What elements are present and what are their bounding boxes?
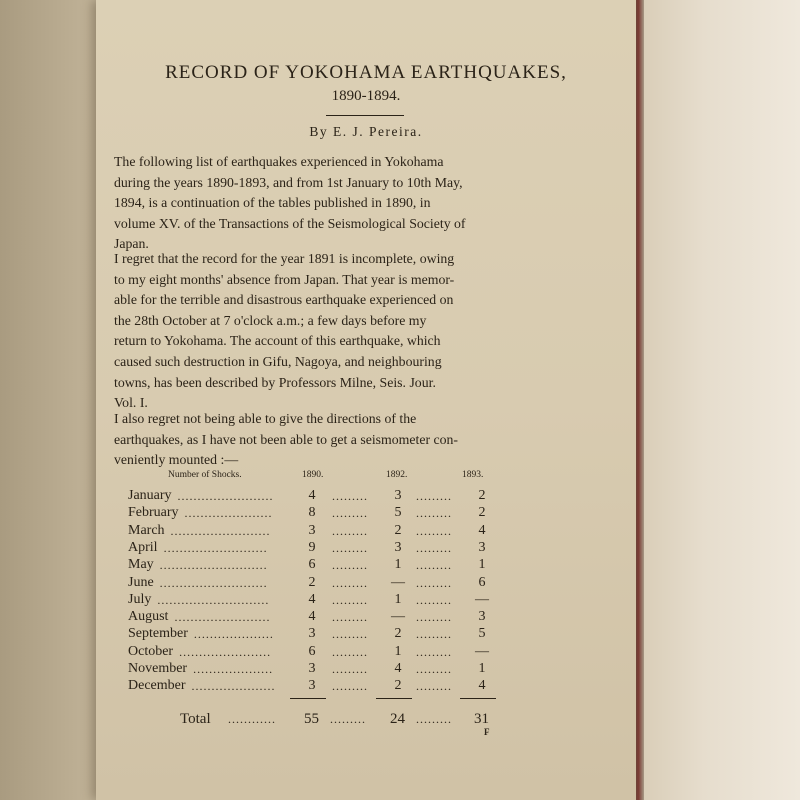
value-1893: 4	[478, 522, 486, 538]
leader-dots: .........	[332, 558, 368, 573]
leader-dots: .........................	[170, 523, 271, 538]
signature-mark: F	[484, 727, 490, 737]
value-1893: 2	[478, 488, 486, 503]
value-1893: 1	[478, 557, 486, 573]
page-title: RECORD OF YOKOHAMA EARTHQUAKES,	[165, 62, 567, 83]
month-label: February	[128, 505, 179, 521]
month-label: March	[128, 522, 165, 538]
total-label: Total	[180, 711, 211, 727]
table-total-row	[180, 709, 600, 729]
background-right	[640, 0, 800, 800]
leader-dots: ....................	[193, 662, 274, 676]
value-1890: 6	[308, 557, 316, 573]
leader-dots: .........	[332, 523, 368, 538]
text-line: Japan.	[114, 236, 149, 252]
table-header-label: Number of Shocks.	[168, 470, 242, 480]
leader-dots: ............	[228, 712, 276, 726]
text-line: the 28th October at 7 o'clock a.m.; a few days before my	[114, 312, 427, 328]
leader-dots: .........	[416, 489, 452, 503]
leader-dots: .........	[332, 662, 368, 676]
value-1893: —	[475, 591, 489, 607]
total-value: 24	[390, 711, 405, 727]
text-line: veniently mounted :—	[114, 452, 239, 468]
table-row	[128, 625, 598, 643]
leader-dots: .........	[332, 540, 368, 555]
total-rule	[376, 698, 412, 699]
value-1890: 4	[308, 488, 316, 503]
leader-dots: .........	[332, 679, 368, 694]
text-line: return to Yokohama. The account of this earthquake, which	[114, 333, 441, 349]
month-label: November	[128, 661, 188, 676]
page-subtitle-years: 1890-1894.	[331, 88, 401, 104]
leader-dots: .........	[416, 540, 452, 555]
leader-dots: .......................	[179, 644, 272, 659]
leader-dots: ......................	[184, 506, 273, 521]
value-1892: 2	[394, 626, 402, 642]
leader-dots: .........	[416, 712, 452, 726]
value-1892: 3	[394, 539, 402, 555]
table-row	[128, 574, 598, 592]
total-rule	[290, 698, 326, 699]
table-row	[128, 522, 598, 540]
value-1893: —	[475, 643, 489, 659]
table-header-year: 1893.	[462, 470, 484, 480]
leader-dots: .........	[416, 610, 452, 625]
leader-dots: .........	[416, 662, 452, 676]
value-1890: 3	[308, 522, 316, 538]
text-line: during the years 1890-1893, and from 1st January to 10th May,	[114, 174, 463, 190]
leader-dots: .........	[416, 523, 452, 538]
leader-dots: .........	[416, 506, 452, 521]
value-1892: 1	[394, 591, 402, 607]
text-line: able for the terrible and disastrous earthquake experienced on	[114, 292, 454, 308]
table-row	[128, 643, 598, 661]
table-row	[128, 556, 598, 574]
paragraph-regret-1891	[114, 249, 549, 414]
value-1893: 2	[478, 505, 486, 521]
month-label: August	[128, 609, 169, 625]
title-rule	[326, 115, 404, 116]
leader-dots: .........	[416, 644, 452, 659]
paragraph-directions	[114, 409, 549, 471]
table-row	[128, 591, 598, 609]
leader-dots: .....................	[191, 679, 276, 694]
value-1893: 1	[478, 661, 486, 676]
value-1890: 3	[308, 678, 316, 694]
leader-dots: .........	[416, 558, 452, 573]
table-row	[128, 504, 598, 522]
leader-dots: .........	[332, 627, 368, 642]
leader-dots: .........	[332, 489, 368, 503]
month-label: October	[128, 643, 174, 659]
leader-dots: .........	[332, 506, 368, 521]
value-1890: 6	[308, 643, 316, 659]
value-1892: 3	[394, 488, 402, 503]
leader-dots: .........	[332, 644, 368, 659]
paragraph-intro	[114, 152, 549, 255]
leader-dots: ....................	[193, 627, 274, 642]
text-line: I also regret not being able to give the directions of the	[114, 411, 417, 426]
text-line: caused such destruction in Gifu, Nagoya, and neighbouring	[114, 353, 442, 369]
month-label: June	[128, 574, 154, 590]
background-left	[0, 0, 110, 800]
table-row	[128, 608, 598, 626]
leader-dots: .........	[416, 679, 452, 694]
leader-dots: ........................	[177, 489, 274, 503]
table-row	[128, 677, 598, 695]
leader-dots: .........	[416, 627, 452, 642]
value-1892: 1	[394, 557, 402, 573]
value-1892: 5	[394, 505, 402, 521]
text-line: The following list of earthquakes experienced in Yokohama	[114, 154, 444, 169]
value-1892: 4	[394, 661, 402, 676]
text-line: earthquakes, as I have not been able to get a seismometer con-	[114, 431, 459, 447]
text-line: towns, has been described by Professors Milne, Seis. Jour.	[114, 374, 436, 390]
value-1892: 1	[394, 643, 402, 659]
value-1892: —	[391, 574, 405, 590]
leader-dots: .........	[416, 592, 452, 607]
leader-dots: ...........................	[159, 558, 268, 573]
value-1890: 3	[308, 626, 316, 642]
book-page	[96, 0, 636, 800]
value-1893: 3	[478, 539, 486, 555]
value-1892: 2	[394, 678, 402, 694]
month-label: January	[128, 488, 172, 503]
value-1893: 3	[478, 609, 486, 625]
month-label: July	[128, 591, 152, 607]
table-header-year: 1890.	[302, 470, 324, 480]
table-row	[128, 539, 598, 557]
leader-dots: ...........................	[159, 575, 268, 590]
value-1890: 3	[308, 661, 316, 676]
value-1890: 4	[308, 609, 316, 625]
leader-dots: ..........................	[163, 540, 268, 555]
text-line: Vol. I.	[114, 395, 148, 411]
value-1893: 5	[478, 626, 486, 642]
value-1890: 8	[308, 505, 316, 521]
text-line: 1894, is a continuation of the tables published in 1890, in	[114, 195, 431, 211]
value-1890: 9	[308, 539, 316, 555]
text-line: I regret that the record for the year 1891 is incomplete, owing	[114, 251, 455, 266]
total-rule	[460, 698, 496, 699]
leader-dots: .........	[330, 712, 366, 726]
month-label: May	[128, 557, 154, 573]
table-row	[128, 487, 598, 505]
text-line: volume XV. of the Transactions of the Seismological Society of	[114, 215, 466, 231]
total-value: 31	[474, 711, 489, 727]
value-1892: 2	[394, 522, 402, 538]
leader-dots: .........	[332, 610, 368, 625]
text-line: to my eight months' absence from Japan. That year is memor-	[114, 271, 455, 287]
value-1890: 2	[308, 574, 316, 590]
month-label: December	[128, 678, 186, 694]
table-row	[128, 660, 598, 678]
value-1893: 4	[478, 678, 486, 694]
month-label: September	[128, 626, 188, 642]
value-1890: 4	[308, 591, 316, 607]
value-1893: 6	[478, 574, 486, 590]
leader-dots: ............................	[157, 592, 270, 607]
value-1892: —	[391, 609, 405, 625]
leader-dots: .........	[332, 575, 368, 590]
leader-dots: ........................	[174, 610, 271, 625]
total-value: 55	[304, 711, 319, 727]
author-byline: By E. J. Pereira.	[309, 124, 423, 139]
table-header-year: 1892.	[386, 470, 408, 480]
leader-dots: .........	[332, 592, 368, 607]
leader-dots: .........	[416, 575, 452, 590]
month-label: April	[128, 539, 158, 555]
